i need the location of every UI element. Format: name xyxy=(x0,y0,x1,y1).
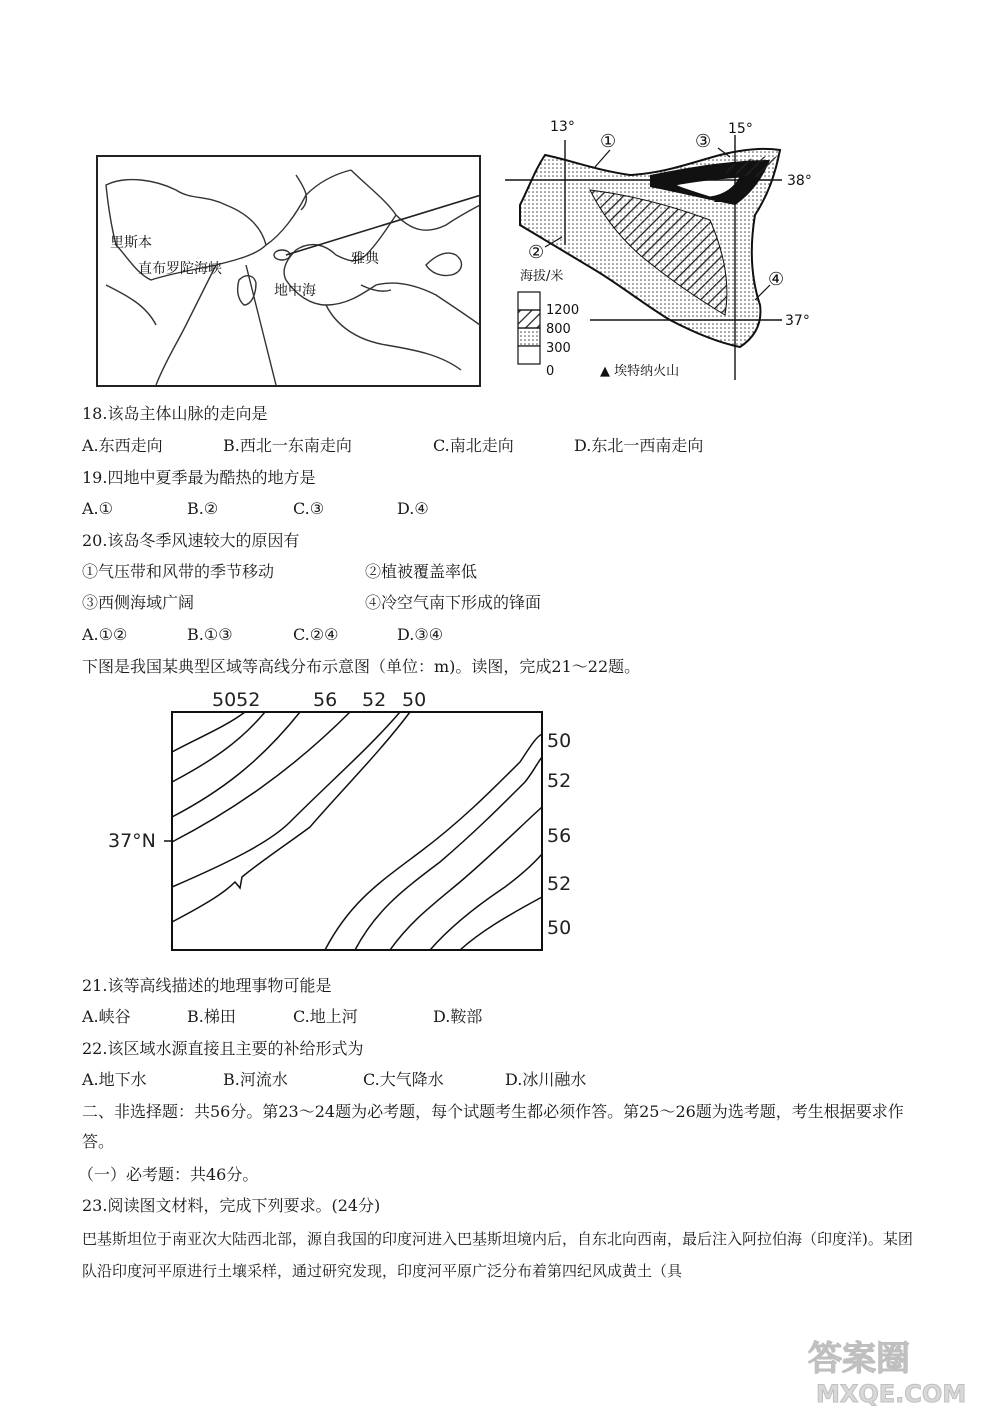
watermark-logo xyxy=(802,1328,992,1408)
legend-level-1200: 1200 xyxy=(546,303,580,318)
section2-heading: 二、非选择题：共56分。第23～24题为必考题，每个试题考生都必须作答。第25～26题为选考题，考生根据要求作答。 xyxy=(82,1102,904,1151)
watermark-badge-icon xyxy=(802,1328,992,1408)
legend-level-800: 800 xyxy=(546,322,571,337)
marker-1: ① xyxy=(600,131,617,152)
q20-statement-3: ③西侧海域广阔 xyxy=(82,593,195,612)
lat38-label: 38° xyxy=(787,173,812,189)
marker-2: ② xyxy=(528,242,545,263)
q23-stem: 23.阅读图文材料，完成下列要求。(24分) xyxy=(82,1196,381,1215)
section2-subheading: （一）必考题：共46分。 xyxy=(78,1165,259,1184)
q20-option-b: B.①③ xyxy=(187,625,233,644)
lon13-label: 13° xyxy=(550,119,575,135)
mediterranean-map xyxy=(96,155,481,387)
q22-option-d: D.冰川融水 xyxy=(505,1070,587,1089)
lat37-label: 37° xyxy=(785,313,810,329)
q22-stem: 22.该区域水源直接且主要的补给形式为 xyxy=(82,1039,364,1058)
marker-3: ③ xyxy=(695,131,712,152)
q20-option-a: A.①② xyxy=(82,625,128,644)
marker-4: ④ xyxy=(768,269,785,290)
legend-level-300: 300 xyxy=(546,341,571,356)
contour-right-label-5: 50 xyxy=(547,917,572,939)
q19-option-c: C.③ xyxy=(293,499,325,518)
watermark-url: MXQE.COM xyxy=(816,1380,967,1408)
q18-option-b: B.西北一东南走向 xyxy=(223,436,352,455)
q18-option-d: D.东北一西南走向 xyxy=(574,436,704,455)
contour-right-label-2: 52 xyxy=(547,770,572,792)
contour-right-label-1: 50 xyxy=(547,730,572,752)
contour-right-label-3: 56 xyxy=(547,825,572,847)
q20-option-c: C.②④ xyxy=(293,625,339,644)
sicily-map xyxy=(500,115,830,390)
latitude-label: 37°N xyxy=(108,830,156,852)
q20-statement-4: ④冷空气南下形成的锋面 xyxy=(365,593,542,612)
contour-top-label-50: 50 xyxy=(402,689,427,711)
gibraltar-label: 直布罗陀海峡 xyxy=(138,261,222,277)
q18-option-a: A.东西走向 xyxy=(82,436,163,455)
q22-option-b: B.河流水 xyxy=(223,1070,288,1089)
contour-top-label-52: 52 xyxy=(362,689,387,711)
athens-label: 雅典 xyxy=(351,251,379,267)
q21-option-b: B.梯田 xyxy=(187,1007,236,1026)
contour-top-label-56: 56 xyxy=(313,689,338,711)
q19-option-d: D.④ xyxy=(397,499,429,518)
q19-option-b: B.② xyxy=(187,499,219,518)
lisbon-label: 里斯本 xyxy=(110,235,152,251)
q21-option-c: C.地上河 xyxy=(293,1007,358,1026)
q19-option-a: A.① xyxy=(82,499,113,518)
legend-level-0: 0 xyxy=(546,364,555,379)
lon15-label: 15° xyxy=(728,121,753,137)
legend-title: 海拔/米 xyxy=(520,269,564,284)
contour-top-label-5052: 5052 xyxy=(212,689,261,711)
q20-statement-1: ①气压带和风带的季节移动 xyxy=(82,562,275,581)
mediterranean-label: 地中海 xyxy=(274,283,316,299)
contour-map xyxy=(100,682,600,962)
contour-right-label-4: 52 xyxy=(547,873,572,895)
q18-stem: 18.该岛主体山脉的走向是 xyxy=(82,404,268,423)
q19-stem: 19.四地中夏季最为酷热的地方是 xyxy=(82,468,316,487)
q18-option-c: C.南北走向 xyxy=(433,436,514,455)
q20-stem: 20.该岛冬季风速较大的原因有 xyxy=(82,531,300,550)
intro-21-22: 下图是我国某典型区域等高线分布示意图（单位：m)。读图，完成21～22题。 xyxy=(82,657,641,676)
q22-option-a: A.地下水 xyxy=(82,1070,147,1089)
volcano-legend-label: ▲ 埃特纳火山 xyxy=(600,364,680,379)
q23-material: 巴基斯坦位于南亚次大陆西北部，源自我国的印度河进入巴基斯坦境内后，自东北向西南，最后注入阿拉伯海（印度洋)。某团队沿印度河平原进行土壤采样，通过研究发现，印度河平原广泛分布着第四纪风成黄土（具 xyxy=(82,1230,913,1280)
q20-option-d: D.③④ xyxy=(397,625,444,644)
q21-option-a: A.峡谷 xyxy=(82,1007,131,1026)
q20-statement-2: ②植被覆盖率低 xyxy=(365,562,478,581)
q21-option-d: D.鞍部 xyxy=(433,1007,483,1026)
q21-stem: 21.该等高线描述的地理事物可能是 xyxy=(82,976,332,995)
q22-option-c: C.大气降水 xyxy=(363,1070,444,1089)
watermark-text: 答案圈 xyxy=(808,1339,910,1379)
